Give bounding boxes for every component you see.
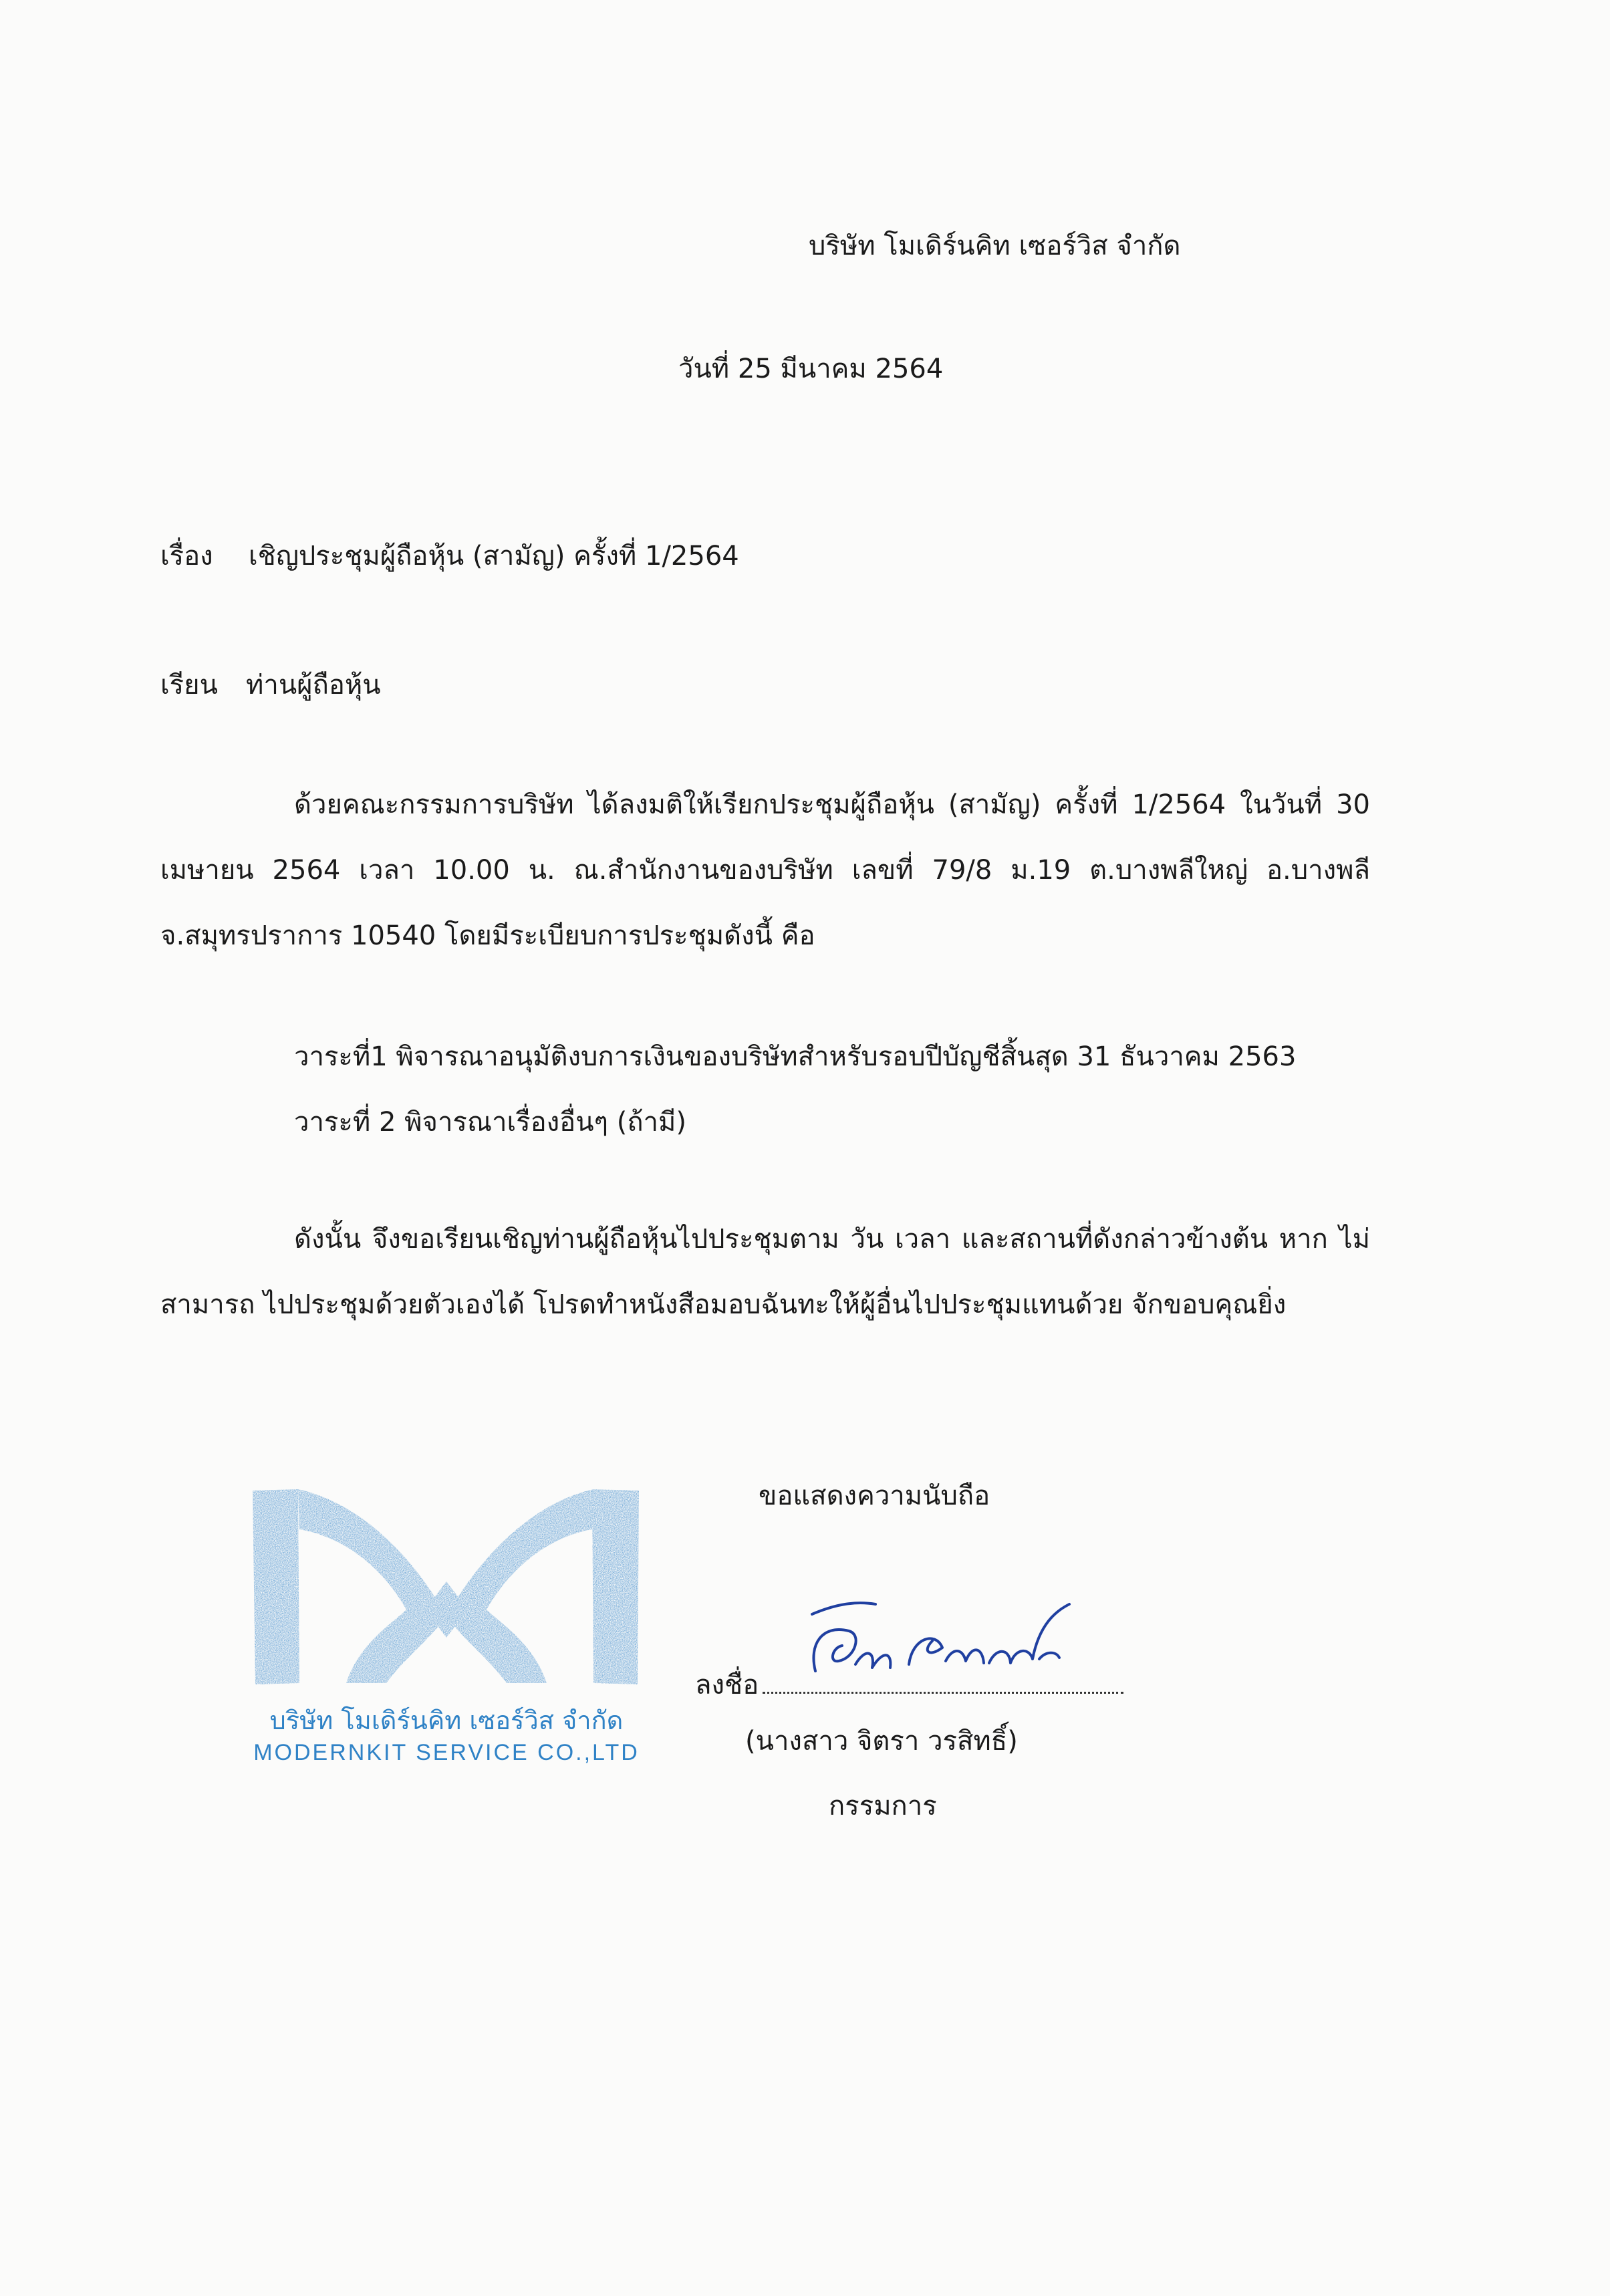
subject-text: เชิญประชุมผู้ถือหุ้น (สามัญ) ครั้งที่ 1/2564 <box>249 541 739 571</box>
stamp-company-name-th: บริษัท โมเดิร์นคิท เซอร์วิส จำกัด <box>269 1706 624 1735</box>
body-paragraph-1-text: ด้วยคณะกรรมการบริษัท ได้ลงมติให้เรียกประชุมผู้ถือหุ้น (สามัญ) ครั้งที่ 1/2564 ในวันที่ 30 เมษายน 2564 เวลา 10.00 น. ณ.สำนักงานของบริษัท เลขที่ 79/8 ม.19 ต.บางพลีใหญ่ อ.บางพลี จ.สมุทรปราการ 10540 โดยมีระเบียบการประชุมดังนี้ คือ <box>160 789 1370 951</box>
signature-line <box>695 1663 1123 1706</box>
subject-label: เรื่อง <box>160 541 213 571</box>
company-logo-m-icon <box>246 1483 647 1696</box>
signature-label: ลงชื่อ <box>695 1670 759 1700</box>
letter-date: วันที่ 25 มีนาคม 2564 <box>678 354 944 384</box>
company-stamp <box>246 1483 647 1783</box>
stamp-company-name-en: MODERNKIT SERVICE CO.,LTD <box>253 1740 640 1765</box>
salutation-text: ท่านผู้ถือหุ้น <box>246 670 381 700</box>
signatory-title: กรรมการ <box>829 1791 937 1821</box>
signatory-name: (นางสาว จิตรา วรสิทธิ์) <box>745 1726 1018 1757</box>
body-paragraph-1 <box>160 772 1370 969</box>
agenda-item: วาระที่1 พิจารณาอนุมัติงบการเงินของบริษัทสำหรับรอบปีบัญชีสิ้นสุด 31 ธันวาคม 2563 <box>294 1041 1297 1072</box>
agenda-item: วาระที่ 2 พิจารณาเรื่องอื่นๆ (ถ้ามี) <box>294 1107 686 1138</box>
body-paragraph-2-text: ดังนั้น จึงขอเรียนเชิญท่านผู้ถือหุ้นไปประชุมตาม วัน เวลา และสถานที่ดังกล่าวข้างต้น หาก ไม่สามารถ ไปประชุมด้วยตัวเองได้ โปรดทำหนังสือมอบฉันทะให้ผู้อื่นไปประชุมแทนด้วย จักขอบคุณยิ่ง <box>160 1224 1370 1320</box>
body-paragraph-2 <box>160 1206 1370 1337</box>
signature-dotted-line <box>763 1686 1123 1694</box>
company-header: บริษัท โมเดิร์นคิท เซอร์วิส จำกัด <box>809 231 1181 261</box>
closing-text: ขอแสดงความนับถือ <box>759 1481 990 1511</box>
salutation-label: เรียน <box>160 670 218 700</box>
agenda-list <box>294 1024 1337 1155</box>
